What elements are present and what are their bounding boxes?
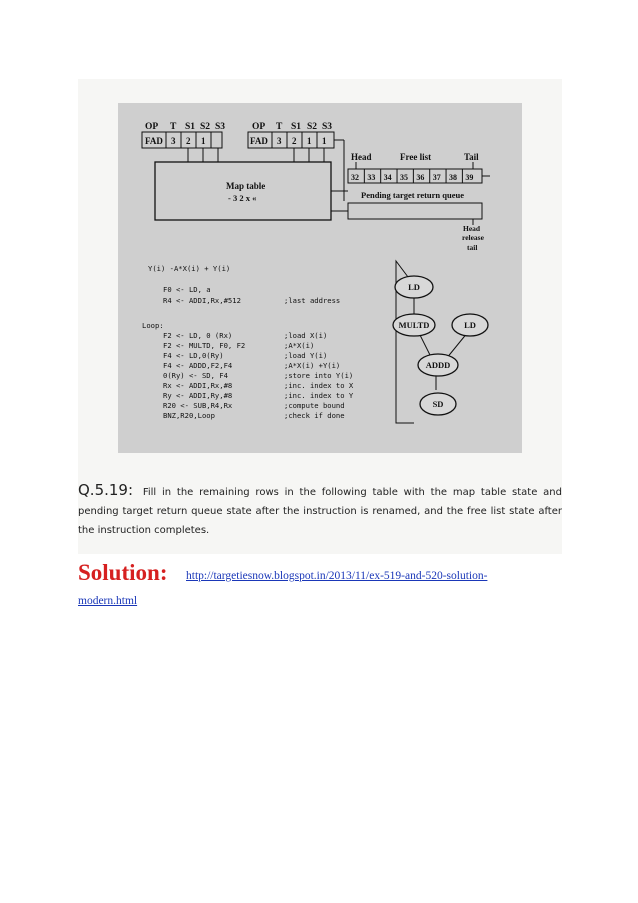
tail-label: Tail <box>464 152 479 162</box>
node-ld-1: LD <box>408 282 420 292</box>
free-list-cell: 37 <box>432 173 441 182</box>
release-head: Head <box>463 224 481 233</box>
code-loop-1-comment: ;load X(i) <box>284 331 328 340</box>
code-header: Y(i) -A*X(i) + Y(i) <box>148 264 231 273</box>
row-right-s1: 2 <box>292 136 297 146</box>
free-list-label: Free list <box>400 152 432 162</box>
code-loop-2-comment: ;A*X(i) <box>284 341 315 350</box>
field-op-left: OP <box>145 122 159 132</box>
code-loop-5: 0(Ry) <- SD, F4 <box>163 371 228 380</box>
row-left-op: FAD <box>145 136 163 146</box>
code-loop-1: F2 <- LD, 0 (Rx) <box>163 331 233 340</box>
code-loop-4: F4 <- ADDD,F2,F4 <box>163 361 233 370</box>
question-number: Q.5.19: <box>78 481 134 499</box>
field-s2-right: S2 <box>307 122 318 132</box>
release-word: release <box>462 233 484 242</box>
field-op-right: OP <box>252 122 266 132</box>
field-s3-right: S3 <box>322 122 333 132</box>
code-loop-6-comment: ;inc. index to X <box>284 381 354 390</box>
head-label: Head <box>351 152 372 162</box>
free-list-cell: 32 <box>351 173 359 182</box>
row-right-t: 3 <box>277 136 282 146</box>
code-loop-8: R20 <- SUB,R4,Rx <box>163 401 233 410</box>
register-renaming-diagram <box>118 103 522 453</box>
field-t-left: T <box>170 122 177 132</box>
release-tail: tail <box>467 243 478 252</box>
row-left-s2: 1 <box>201 136 206 146</box>
field-s1-right: S1 <box>291 122 302 132</box>
free-list-cell: 34 <box>383 173 392 182</box>
code-loop-5-comment: ;store into Y(i) <box>284 371 354 380</box>
code-loop-3-comment: ;load Y(i) <box>284 351 328 360</box>
solution-label: Solution: <box>78 560 168 585</box>
row-left-s1: 2 <box>186 136 191 146</box>
free-list-cell: 35 <box>400 173 409 182</box>
question-text: Fill in the remaining rows in the following table with the map table state and pending target return queue state after the instruction is renamed, and the free list state after the instruction completes. <box>78 487 562 536</box>
solution-link-part1[interactable]: http://targetiesnow.blogspot.in/2013/11/ex-519-and-520-solution- <box>186 570 488 582</box>
field-s2-left: S2 <box>200 122 211 132</box>
map-table-sub: - 3 2 x « <box>228 193 257 203</box>
code-loop-7-comment: ;inc. index to Y <box>284 391 354 400</box>
queue-label: Pending target return queue <box>361 190 465 200</box>
code-loop-2: F2 <- MULTD, F0, F2 <box>163 341 246 350</box>
free-list-cell: 36 <box>416 173 425 182</box>
code-loop-label: Loop: <box>142 321 164 330</box>
free-list-cell: 38 <box>449 173 458 182</box>
code-loop-9-comment: ;check if done <box>284 411 345 420</box>
free-list-cell: 39 <box>465 173 474 182</box>
figure-scan <box>118 103 522 453</box>
node-addd: ADDD <box>425 360 451 370</box>
row-right-op: FAD <box>250 136 268 146</box>
question-block <box>78 481 562 540</box>
solution-link-part2[interactable]: modern.html <box>78 595 138 607</box>
field-s1-left: S1 <box>185 122 196 132</box>
map-table-label: Map table <box>226 181 266 191</box>
code-loop-3: F4 <- LD,0(Ry) <box>163 351 224 360</box>
code-loop-4-comment: ;A*X(i) +Y(i) <box>284 361 341 370</box>
field-s3-left: S3 <box>215 122 226 132</box>
code-init-2-comment: ;last address <box>284 296 341 305</box>
code-init-2: R4 <- ADDI,Rx,#512 <box>163 296 241 305</box>
row-left-t: 3 <box>171 136 176 146</box>
code-loop-7: Ry <- ADDI,Ry,#8 <box>163 391 233 400</box>
row-right-s2: 1 <box>307 136 312 146</box>
field-t-right: T <box>276 122 283 132</box>
free-list-cell: 33 <box>367 173 376 182</box>
code-loop-6: Rx <- ADDI,Rx,#8 <box>163 381 233 390</box>
row-right-s3: 1 <box>322 136 327 146</box>
node-multd: MULTD <box>398 320 430 330</box>
node-sd: SD <box>432 399 444 409</box>
code-loop-9: BNZ,R20,Loop <box>163 411 215 420</box>
code-loop-8-comment: ;compute bound <box>284 401 345 410</box>
code-init-1: F0 <- LD, a <box>163 285 211 294</box>
node-ld-2: LD <box>464 320 476 330</box>
